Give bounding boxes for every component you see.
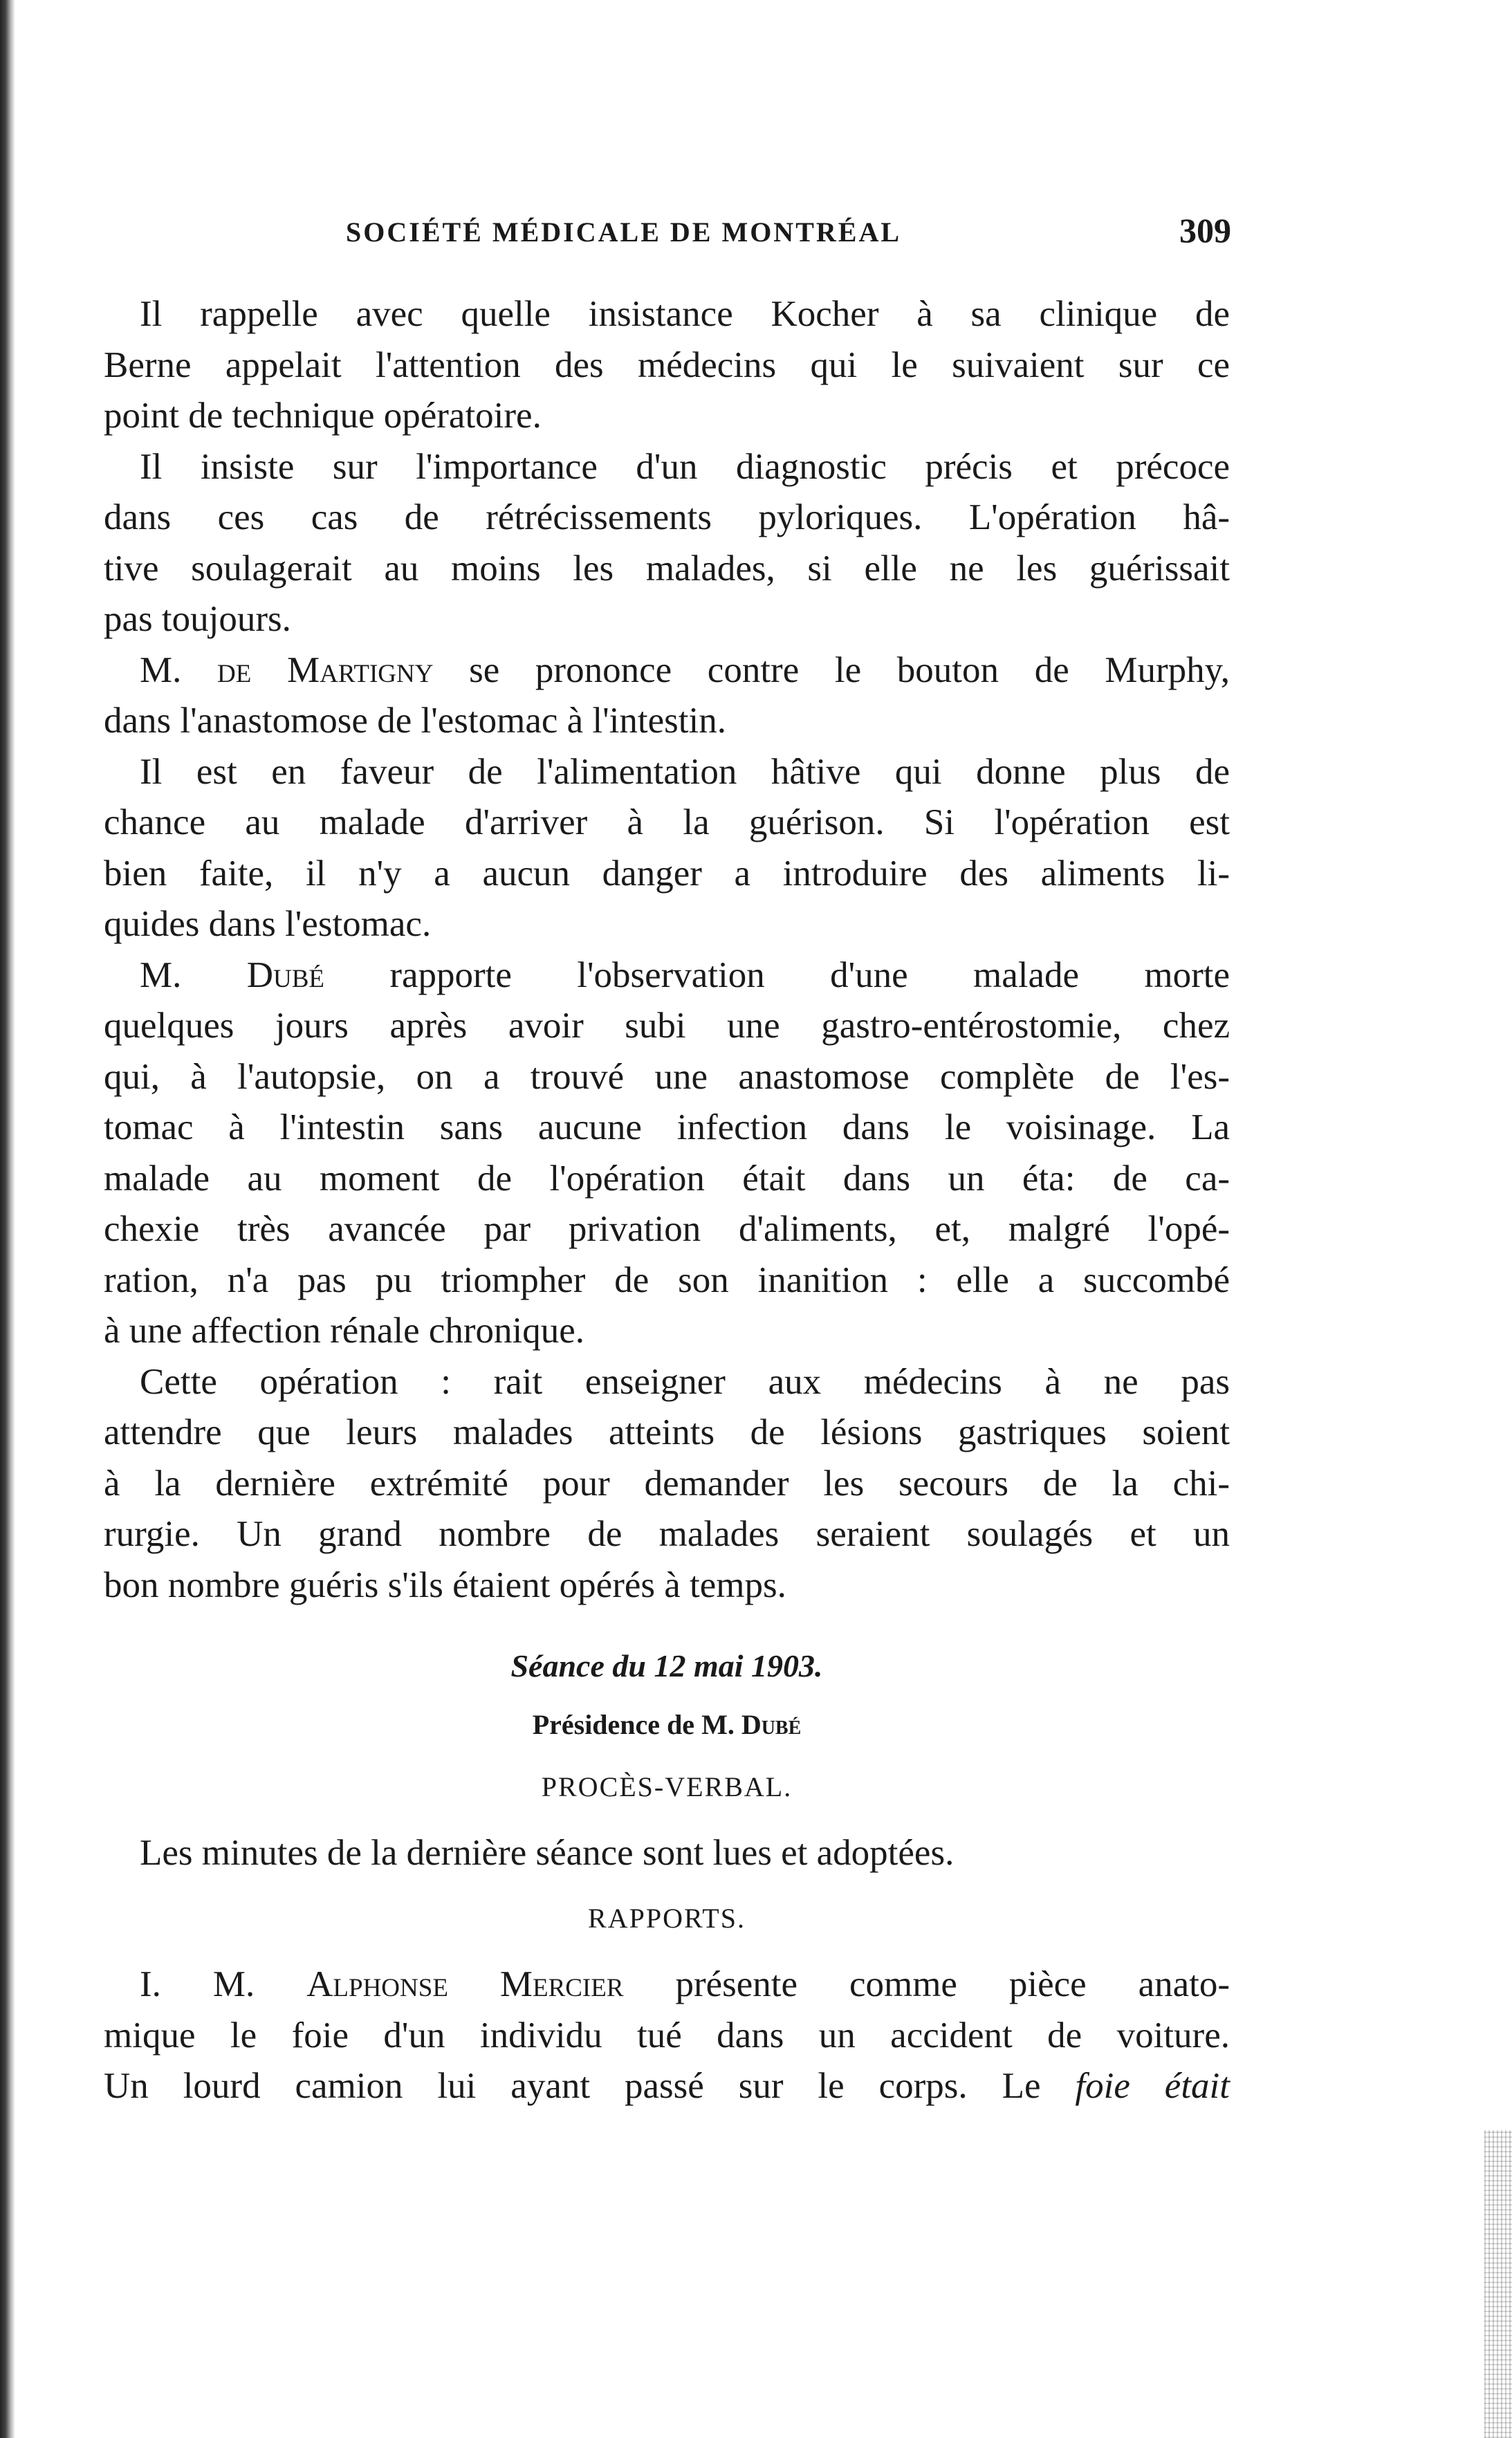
text-line: malade au moment de l'opération était dans un éta: de ca- (104, 1158, 1230, 1199)
text-line: pas toujours. (104, 599, 291, 639)
text-line: à une affection rénale chronique. (104, 1311, 585, 1351)
text-line: rurgie. Un grand nombre de malades seraient soulagés et un (104, 1514, 1230, 1554)
speaker-prefix: M. (140, 954, 247, 995)
text-line: Cette opération : rait enseigner aux médecins à ne pas (140, 1361, 1230, 1402)
running-header (346, 211, 1231, 257)
text-line: mique le foie d'un individu tué dans un accident de voiture. (104, 2015, 1230, 2056)
text-span: Un lourd camion lui ayant passé sur le corps. Le (104, 2066, 1076, 2106)
proces-verbal-heading: PROCÈS-VERBAL. (541, 1771, 793, 1802)
text-line: dans ces cas de rétrécissements pyloriques. L'opération hâ- (104, 497, 1230, 537)
text-line: chance au malade d'arriver à la guérison. Si l'opération est (104, 802, 1230, 842)
text-line: Il insiste sur l'importance d'un diagnostic précis et précoce (140, 446, 1230, 487)
seance-title: Séance du 12 mai 1903. (510, 1648, 823, 1683)
text-line: à la dernière extrémité pour demander les secours de la chi- (104, 1463, 1230, 1504)
page-number: 309 (1179, 211, 1231, 250)
spacer (104, 1950, 1230, 1959)
speaker-name: Dubé (246, 954, 324, 995)
spacer (104, 1611, 1230, 1638)
text-span: présente comme pièce anato- (623, 1964, 1230, 2004)
text-line: Il rappelle avec quelle insistance Kocher à sa clinique de (140, 294, 1230, 334)
text-line (104, 2061, 1230, 2112)
text-line: bien faite, il n'y a aucun danger a introduire des aliments li- (104, 853, 1230, 894)
presidence-prefix: Présidence de M. (532, 1709, 741, 1740)
minutes-line: Les minutes de la dernière séance sont lues et adoptées. (140, 1833, 955, 1873)
text-line: bon nombre guéris s'ils étaient opérés à temps. (104, 1564, 786, 1605)
binding-edge (0, 0, 15, 2438)
text-line: attendre que leurs malades atteints de lésions gastriques soient (104, 1412, 1230, 1452)
italic-span: foie était (1075, 2066, 1230, 2106)
text-line: Il est en faveur de l'alimentation hâtive qui donne plus de (140, 751, 1230, 792)
report-author: Alphonse Mercier (306, 1964, 624, 2004)
rapports-heading: RAPPORTS. (588, 1903, 746, 1934)
text-line: quelques jours après avoir subi une gastro-entérostomie, chez (104, 1006, 1230, 1046)
text-span: rapporte l'observation d'une malade morte (324, 954, 1230, 995)
text-line (104, 1959, 1230, 2011)
text-line: qui, à l'autopsie, on a trouvé une anastomose complète de l'es- (104, 1056, 1230, 1097)
text-span: se prononce contre le bouton de Murphy, (433, 649, 1230, 690)
speaker-prefix: M. (140, 649, 218, 690)
presidence-name: Dubé (741, 1709, 802, 1740)
body-text (104, 289, 1230, 2112)
text-line: quides dans l'estomac. (104, 904, 432, 944)
page-edge-speckle (1484, 2130, 1512, 2438)
text-line (104, 950, 1230, 1001)
text-line: tomac à l'intestin sans aucune infection dans le voisinage. La (104, 1107, 1230, 1147)
text-line: ration, n'a pas pu triompher de son inanition : elle a succombé (104, 1259, 1230, 1300)
running-title: SOCIÉTÉ MÉDICALE DE MONTRÉAL (346, 216, 902, 248)
presidence-line (104, 1694, 1230, 1756)
text-line: Berne appelait l'attention des médecins qui le suivaient sur ce (104, 344, 1230, 385)
text-line: chexie très avancée par privation d'aliments, et, malgré l'opé- (104, 1209, 1230, 1249)
text-line: dans l'anastomose de l'estomac à l'intestin. (104, 701, 726, 741)
speaker-name: de Martigny (217, 649, 434, 690)
report-prefix: I. M. (140, 1964, 307, 2004)
text-line: tive soulagerait au moins les malades, si elle ne les guérissait (104, 548, 1230, 589)
text-line: point de technique opératoire. (104, 396, 542, 436)
text-line (104, 645, 1230, 696)
